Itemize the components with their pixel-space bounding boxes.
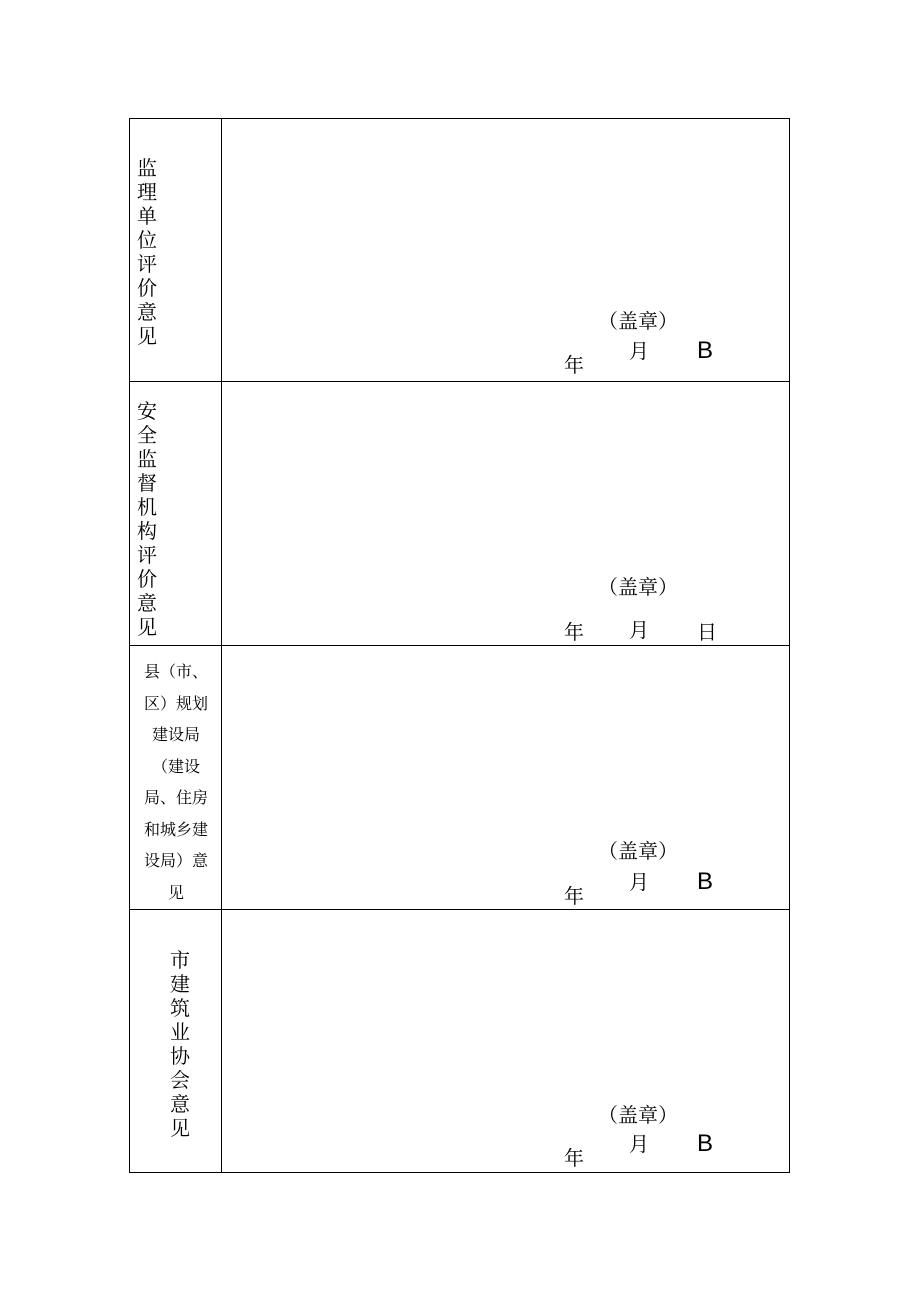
date-day-label: B (697, 1130, 714, 1157)
seal-label: （盖章） (598, 1103, 678, 1127)
date-day-label: B (697, 337, 714, 364)
seal-label: （盖章） (598, 309, 678, 333)
date-year-label: 年 (564, 353, 584, 377)
county-bureau-row (130, 646, 789, 910)
row-label: 市建筑业协会意见 (170, 948, 190, 1140)
row-label: 监理单位评价意见 (137, 156, 157, 348)
date-line (130, 1130, 789, 1170)
date-month-label: 月 (629, 870, 649, 894)
safety-supervision-row (130, 382, 789, 646)
date-month-label: 月 (629, 1132, 649, 1156)
construction-association-row (130, 910, 789, 1172)
date-day-label: B (697, 868, 714, 895)
date-month-label: 月 (629, 618, 649, 642)
date-month-label: 月 (629, 339, 649, 363)
seal-label: （盖章） (598, 839, 678, 863)
date-line (130, 868, 789, 908)
date-line (130, 606, 789, 644)
date-year-label: 年 (564, 1146, 584, 1170)
date-year-label: 年 (564, 884, 584, 908)
date-year-label: 年 (564, 620, 584, 644)
opinion-form-table (129, 118, 790, 1173)
supervision-unit-row (130, 119, 789, 382)
row-label: 县（市、区）规划建设局（建设局、住房和城乡建设局）意见 (143, 662, 208, 902)
row-label: 安全监督机构评价意见 (137, 399, 157, 639)
date-line (130, 337, 789, 377)
date-day-label: 日 (697, 620, 717, 644)
seal-label: （盖章） (598, 575, 678, 599)
